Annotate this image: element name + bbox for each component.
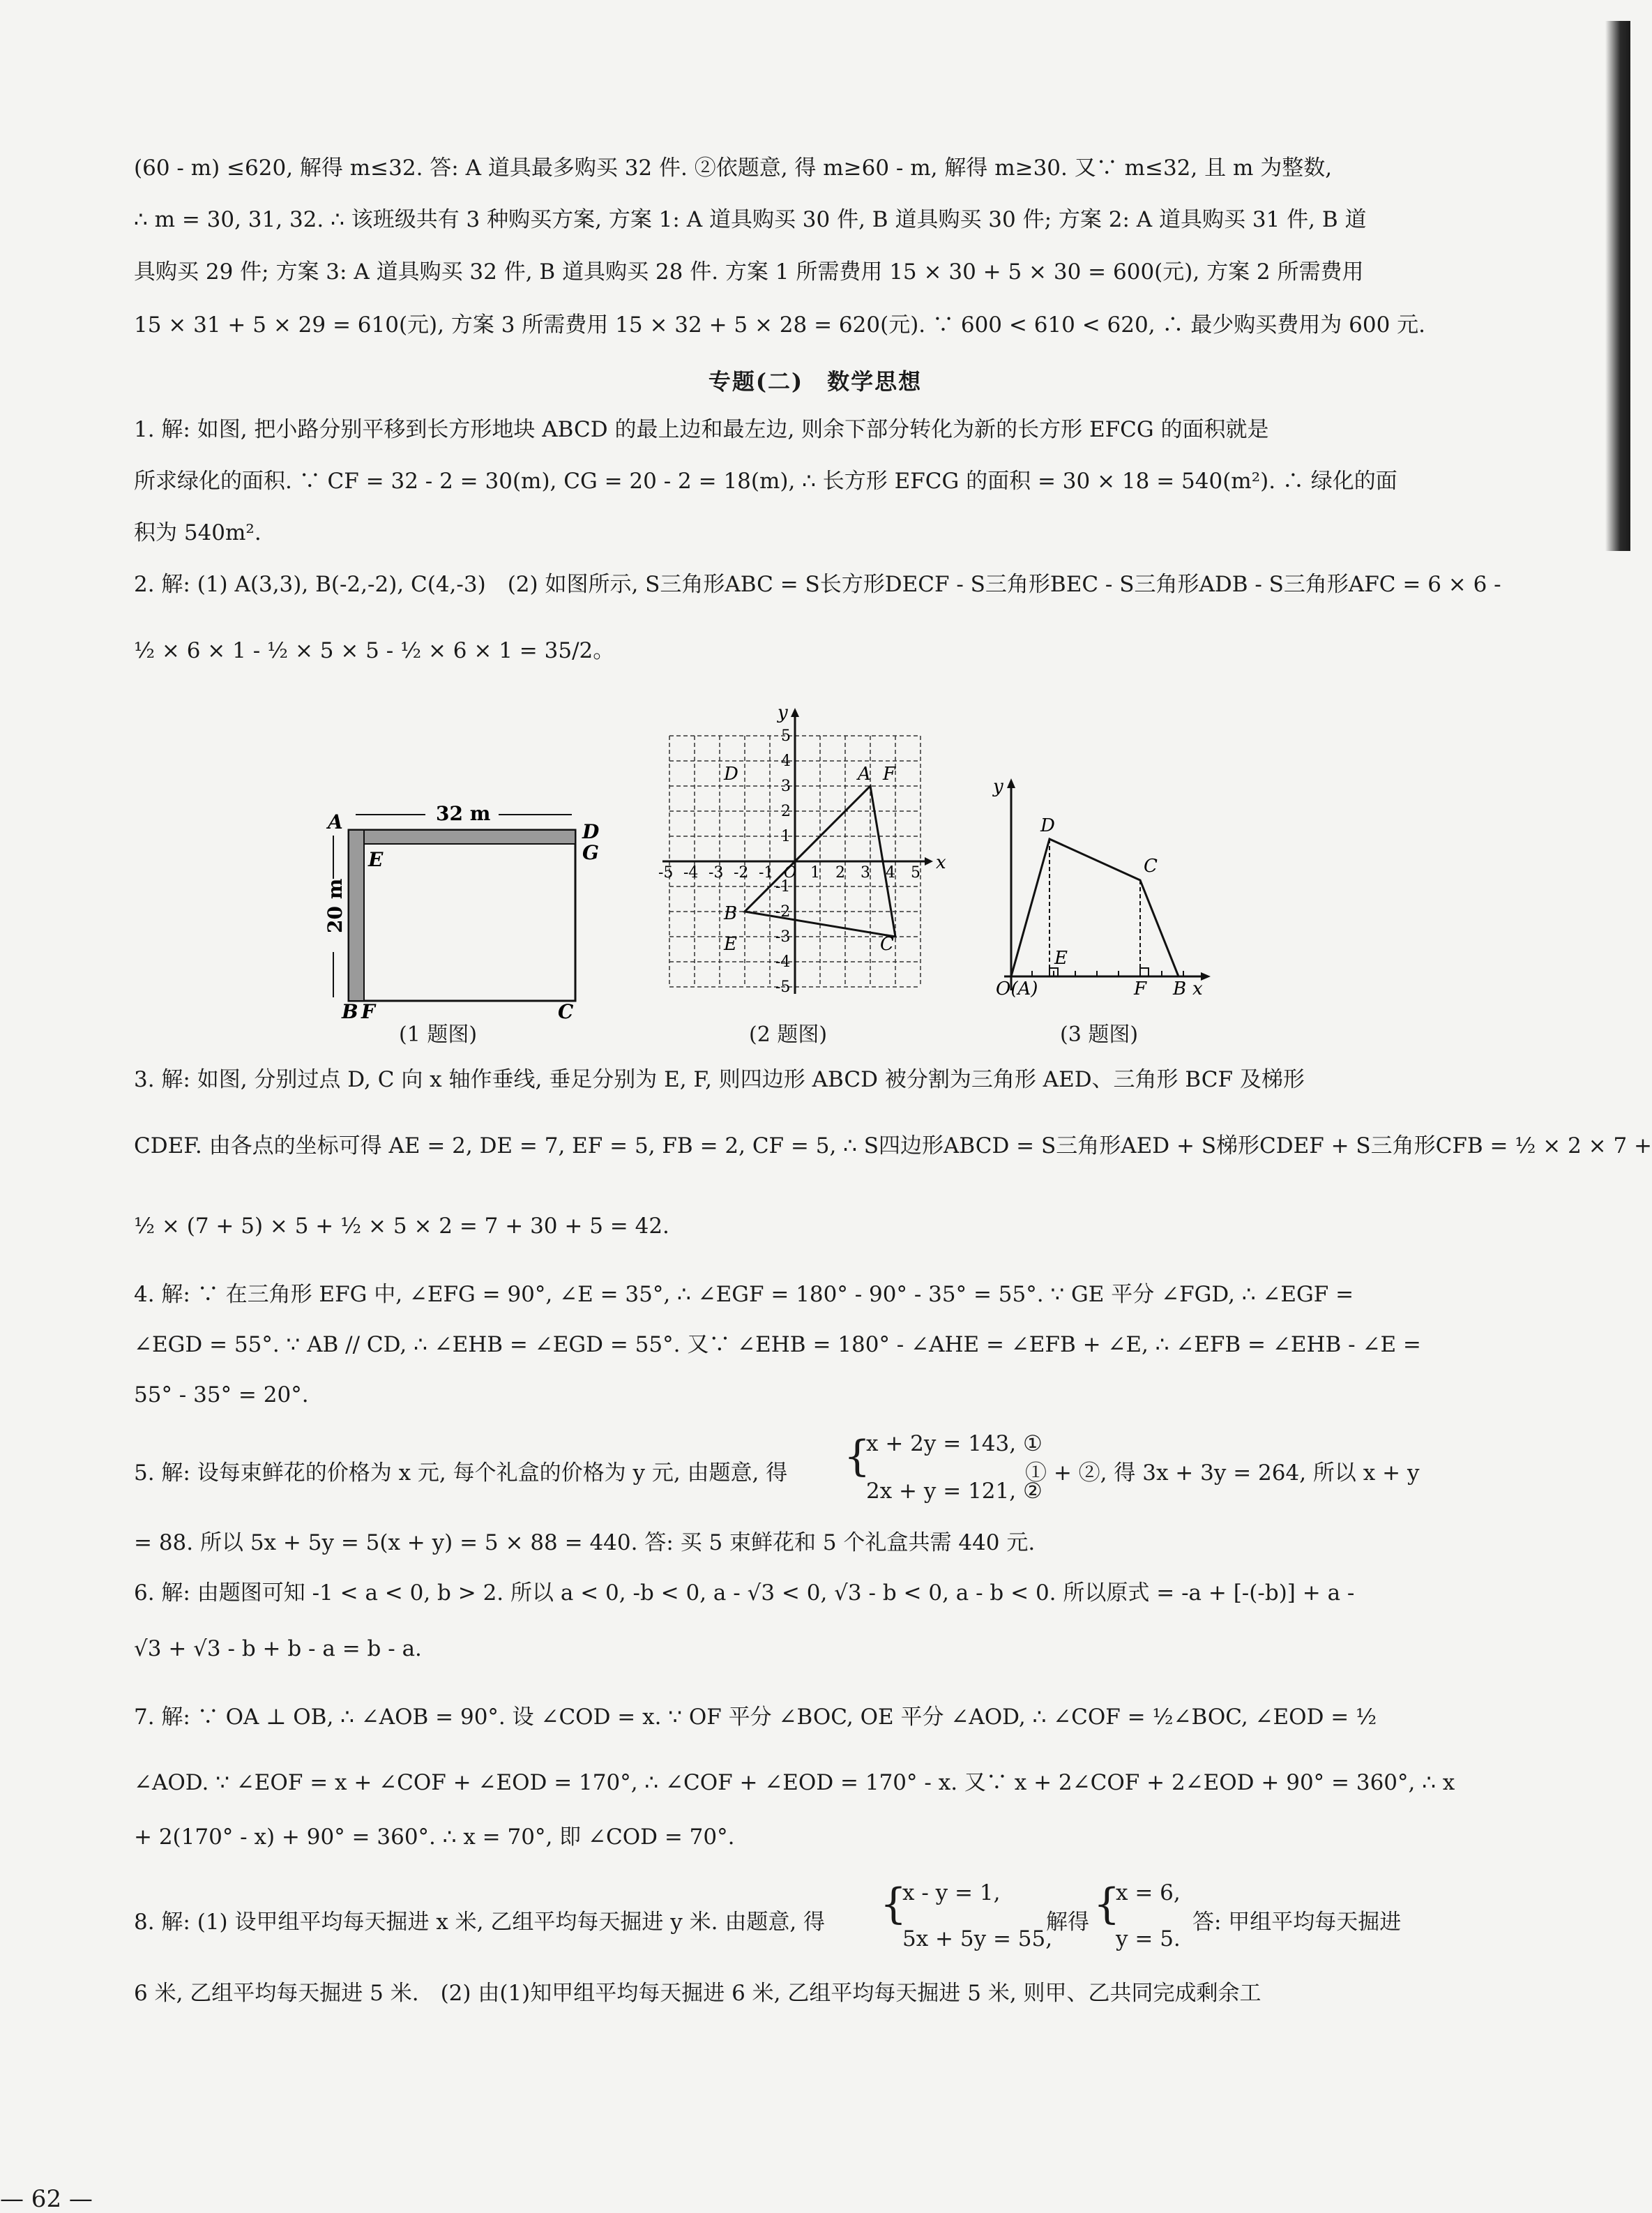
x-tick: 4 [886, 864, 895, 882]
text-line: 具购买 29 件; 方案 3: A 道具购买 32 件, B 道具购买 28 件. 方案 1 所需费用 15 × 30 + 5 × 30 = 600(元), 方案 2 所需费用 [134, 259, 1364, 285]
height-label: 20 m [324, 878, 347, 933]
equation-line: x - y = 1, [902, 1880, 1001, 1905]
text-line: √3 + √3 - b + b - a = b - a. [134, 1636, 422, 1661]
x-tick: 3 [861, 864, 870, 882]
y-tick: 4 [781, 753, 791, 770]
y-axis-label: y [993, 776, 1003, 797]
text-line: 3. 解: 如图, 分别过点 D, C 向 x 轴作垂线, 垂足分别为 E, F, 则四边形 ABCD 被分割为三角形 AED、三角形 BCF 及梯形 [134, 1067, 1305, 1092]
text-line: ½ × 6 × 1 - ½ × 5 × 5 - ½ × 6 × 1 = 35/2。 [134, 638, 615, 663]
text-line: ① + ②, 得 3x + 3y = 264, 所以 x + y [1025, 1460, 1420, 1486]
text-line: + 2(170° - x) + 90° = 360°. ∴ x = 70°, 即 ∠COD = 70°. [134, 1825, 735, 1850]
point-label: B [342, 1000, 358, 1023]
y-tick: 1 [781, 828, 791, 845]
page-number: — 62 — [0, 2185, 93, 2213]
text-line: ∴ m = 30, 31, 32. ∴ 该班级共有 3 种购买方案, 方案 1: A 道具购买 30 件, B 道具购买 30 件; 方案 2: A 道具购买 31 件, B 道 [134, 207, 1367, 232]
text-line: 7. 解: ∵ OA ⊥ OB, ∴ ∠AOB = 90°. 设 ∠COD = x. ∵ OF 平分 ∠BOC, OE 平分 ∠AOD, ∴ ∠COF = ½∠BOC, ∠EOD = ½ [134, 1705, 1377, 1730]
text-line: 2. 解: (1) A(3,3), B(-2,-2), C(4,-3) (2) 如图所示, S三角形ABC = S长方形DECF - S三角形BEC - S三角形ADB - S三角形AFC = 6 × 6 - [134, 572, 1501, 597]
x-axis-label: x [936, 852, 946, 873]
text-line: 所求绿化的面积. ∵ CF = 32 - 2 = 30(m), CG = 20 - 2 = 18(m), ∴ 长方形 EFCG 的面积 = 30 × 18 = 540(m²). ∴ 绿化的面 [134, 469, 1397, 494]
y-tick: -1 [775, 878, 791, 896]
point-label: F [1134, 979, 1147, 999]
width-label: 32 m [436, 802, 491, 825]
text-line: 4. 解: ∵ 在三角形 EFG 中, ∠EFG = 90°, ∠E = 35°, ∴ ∠EGF = 180° - 90° - 35° = 55°. ∵ GE 平分 ∠FGD, ∴ ∠EGF = [134, 1282, 1354, 1307]
text-line: 答: 甲组平均每天掘进 [1192, 1910, 1402, 1935]
brace: { [880, 1880, 907, 1928]
text-line: ∠AOD. ∵ ∠EOF = x + ∠COF + ∠EOD = 170°, ∴ ∠COF + ∠EOD = 170° - x. 又∵ x + 2∠COF + 2∠EOD + 90° = 360°, ∴ x [134, 1770, 1455, 1795]
text-line: 解得 [1046, 1910, 1089, 1935]
equation-line: x = 6, [1116, 1880, 1181, 1905]
x-tick: -4 [683, 864, 699, 882]
point-label: D [582, 820, 600, 843]
x-tick: -1 [759, 864, 774, 882]
point-label: E [368, 848, 384, 871]
text-line: 55° - 35° = 20°. [134, 1382, 309, 1407]
figure-2-caption: (2 题图) [749, 1022, 828, 1047]
point-label: D [1040, 815, 1055, 836]
text-line: ½ × (7 + 5) × 5 + ½ × 5 × 2 = 7 + 30 + 5 = 42. [134, 1214, 669, 1239]
x-tick: -2 [734, 864, 749, 882]
y-tick: -3 [775, 928, 791, 946]
text-line: 1. 解: 如图, 把小路分别平移到长方形地块 ABCD 的最上边和最左边, 则余下部分转化为新的长方形 EFCG 的面积就是 [134, 417, 1269, 442]
brace: { [1093, 1880, 1121, 1928]
page-edge-shadow [1605, 21, 1630, 551]
x-tick: 5 [911, 864, 920, 882]
x-tick: 2 [835, 864, 845, 882]
figure-2 [656, 697, 946, 1011]
text-line: 6. 解: 由题图可知 -1 < a < 0, b > 2. 所以 a < 0, -b < 0, a - √3 < 0, √3 - b < 0, a - b < 0. 所以原式 = -a + [-(-b)] + a - [134, 1580, 1355, 1606]
figure-1-caption: (1 题图) [399, 1022, 478, 1047]
figure-3 [976, 767, 1227, 1004]
point-label: D [724, 764, 738, 785]
y-tick: -5 [775, 979, 791, 996]
point-label: C [1144, 856, 1158, 877]
brace: { [844, 1432, 871, 1481]
equation-line: 5x + 5y = 55, [902, 1926, 1053, 1951]
y-tick: 5 [781, 727, 791, 745]
x-tick: 1 [810, 864, 820, 882]
equation-line: y = 5. [1116, 1926, 1181, 1951]
point-label: C [880, 934, 894, 955]
equation-line: x + 2y = 143, ① [866, 1431, 1043, 1456]
origin-label: O [784, 864, 797, 882]
y-tick: -4 [775, 953, 791, 971]
text-line: 8. 解: (1) 设甲组平均每天掘进 x 米, 乙组平均每天掘进 y 米. 由题意, 得 [134, 1910, 826, 1935]
x-tick: -3 [708, 864, 724, 882]
text-line: (60 - m) ≤620, 解得 m≤32. 答: A 道具最多购买 32 件. ②依题意, 得 m≥60 - m, 解得 m≥30. 又∵ m≤32, 且 m 为整数, [134, 156, 1333, 181]
point-label: C [558, 1000, 574, 1023]
figure-1 [307, 795, 600, 1023]
point-label: A [328, 810, 343, 833]
point-label: B [1173, 979, 1187, 999]
point-label: O(A) [996, 979, 1038, 999]
point-label: F [883, 764, 896, 785]
y-tick: 2 [781, 803, 791, 820]
section-title: 专题(二) 数学思想 [708, 368, 923, 395]
x-axis-label: x [1192, 979, 1203, 999]
text-line: ∠EGD = 55°. ∵ AB // CD, ∴ ∠EHB = ∠EGD = 55°. 又∵ ∠EHB = 180° - ∠AHE = ∠EFB + ∠E, ∴ ∠EFB = ∠EHB - ∠E = [134, 1332, 1421, 1357]
x-tick: -5 [658, 864, 674, 882]
point-label: F [361, 1000, 375, 1023]
point-label: G [582, 841, 599, 864]
point-label: A [858, 764, 871, 785]
equation-line: 2x + y = 121, ② [866, 1479, 1043, 1504]
point-label: E [724, 934, 737, 955]
text-line: CDEF. 由各点的坐标可得 AE = 2, DE = 7, EF = 5, FB = 2, CF = 5, ∴ S四边形ABCD = S三角形AED + S梯形CDEF + S三角形CFB = ½ × 2 × 7 + [134, 1133, 1652, 1158]
text-line: = 88. 所以 5x + 5y = 5(x + y) = 5 × 88 = 440. 答: 买 5 束鲜花和 5 个礼盒共需 440 元. [134, 1530, 1036, 1555]
y-tick: -2 [775, 903, 791, 921]
point-label: E [1054, 948, 1068, 969]
figure-3-caption: (3 题图) [1060, 1022, 1139, 1047]
point-label: B [724, 903, 738, 924]
y-tick: 3 [781, 778, 791, 795]
text-line: 5. 解: 设每束鲜花的价格为 x 元, 每个礼盒的价格为 y 元, 由题意, 得 [134, 1460, 788, 1486]
text-line: 6 米, 乙组平均每天掘进 5 米. (2) 由(1)知甲组平均每天掘进 6 米, 乙组平均每天掘进 5 米, 则甲、乙共同完成剩余工 [134, 1981, 1261, 2006]
y-axis-label: y [778, 702, 788, 723]
text-line: 15 × 31 + 5 × 29 = 610(元), 方案 3 所需费用 15 × 32 + 5 × 28 = 620(元). ∵ 600 < 610 < 620, ∴ 最少购买费用为 600 元. [134, 312, 1426, 338]
text-line: 积为 540m². [134, 520, 262, 545]
